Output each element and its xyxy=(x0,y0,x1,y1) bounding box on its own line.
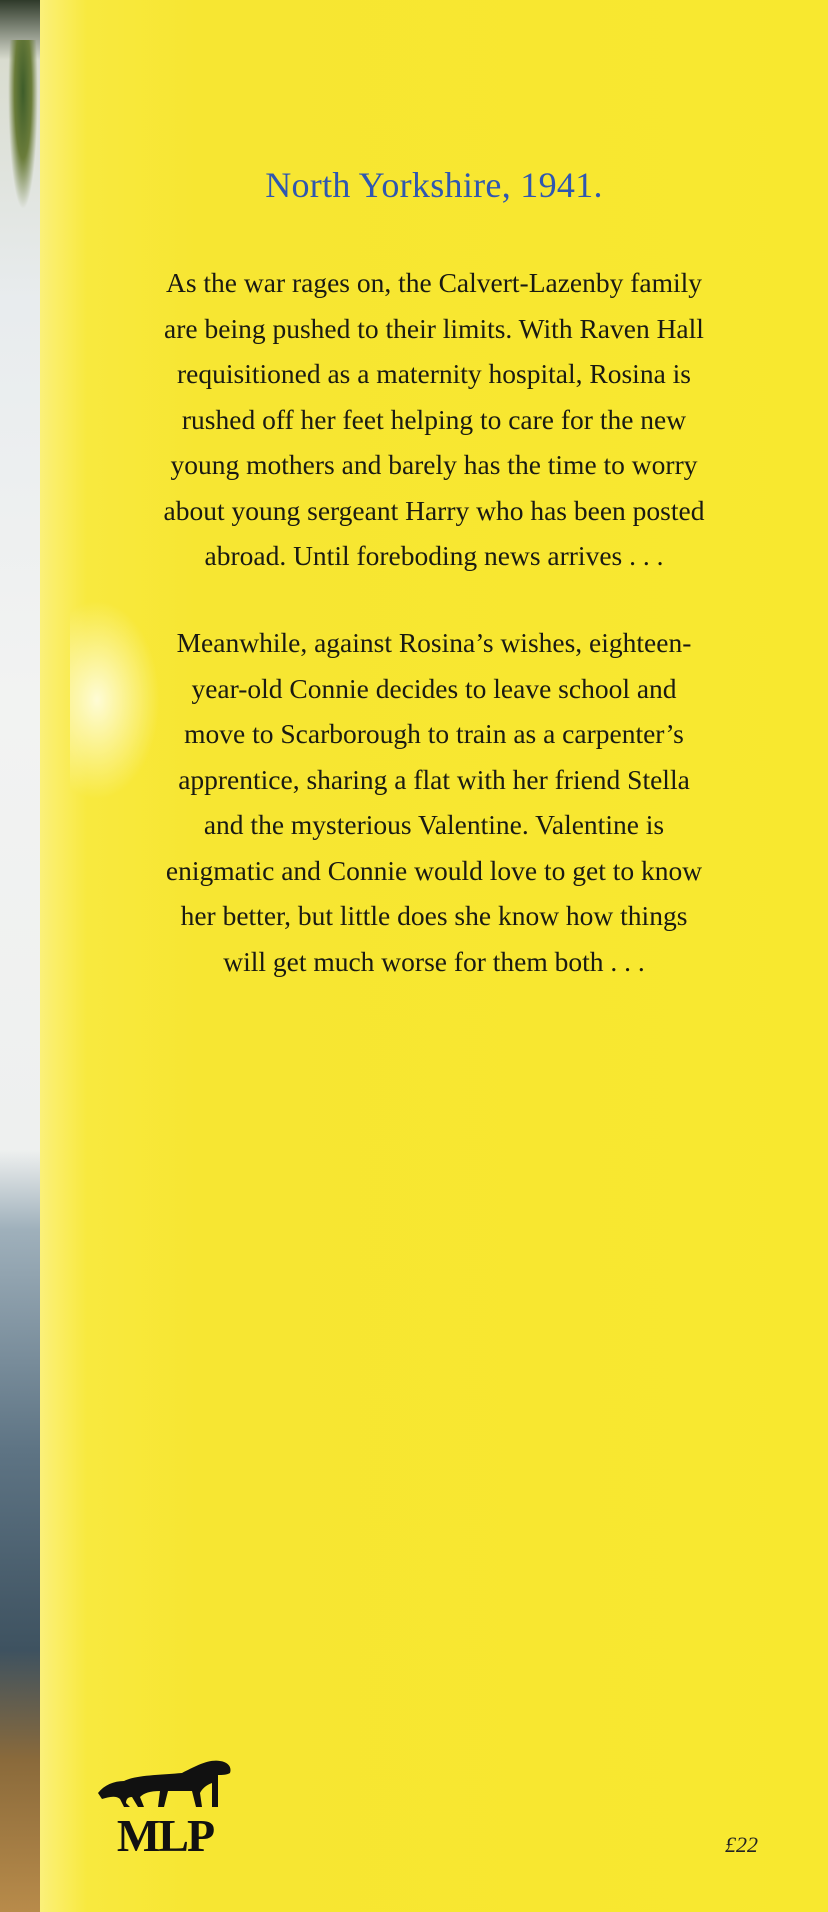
blurb-paragraph-1 xyxy=(40,260,828,579)
publisher-logo-text: MLP xyxy=(116,1810,214,1861)
text-line: young mothers and barely has the time to worry xyxy=(170,449,698,480)
text-line: about young sergeant Harry who has been posted xyxy=(163,494,705,526)
blurb-heading: North Yorkshire, 1941. xyxy=(265,165,603,205)
text-line: will get much worse for them both . . . xyxy=(223,945,645,977)
text-line: and the mysterious Valentine. Valentine is xyxy=(203,809,665,840)
text-line: apprentice, sharing a flat with her friend Stella xyxy=(178,763,690,795)
text-line: requisitioned as a maternity hospital, Rosina is xyxy=(176,358,691,389)
text-line: year-old Connie decides to leave school and xyxy=(191,672,677,704)
text-line: abroad. Until foreboding news arrives . . . xyxy=(204,540,664,571)
text-line: move to Scarborough to train as a carpenter’s xyxy=(184,718,684,749)
blurb-paragraph-2 xyxy=(40,620,828,984)
text-line: enigmatic and Connie would love to get to know xyxy=(165,854,703,886)
spine-foliage xyxy=(8,40,38,210)
text-line: rushed off her feet helping to care for the new xyxy=(181,403,687,435)
book-spine-edge xyxy=(0,0,40,1912)
text-line: Meanwhile, against Rosina’s wishes, eighteen- xyxy=(176,627,692,658)
text-line: her better, but little does she know how things xyxy=(180,900,688,931)
panther-icon xyxy=(90,1745,240,1815)
publisher-logo xyxy=(90,1745,240,1865)
text-line: As the war rages on, the Calvert-Lazenby family xyxy=(165,267,703,298)
price-label: £22 xyxy=(725,1832,758,1857)
text-line: are being pushed to their limits. With Raven Hall xyxy=(164,312,704,344)
